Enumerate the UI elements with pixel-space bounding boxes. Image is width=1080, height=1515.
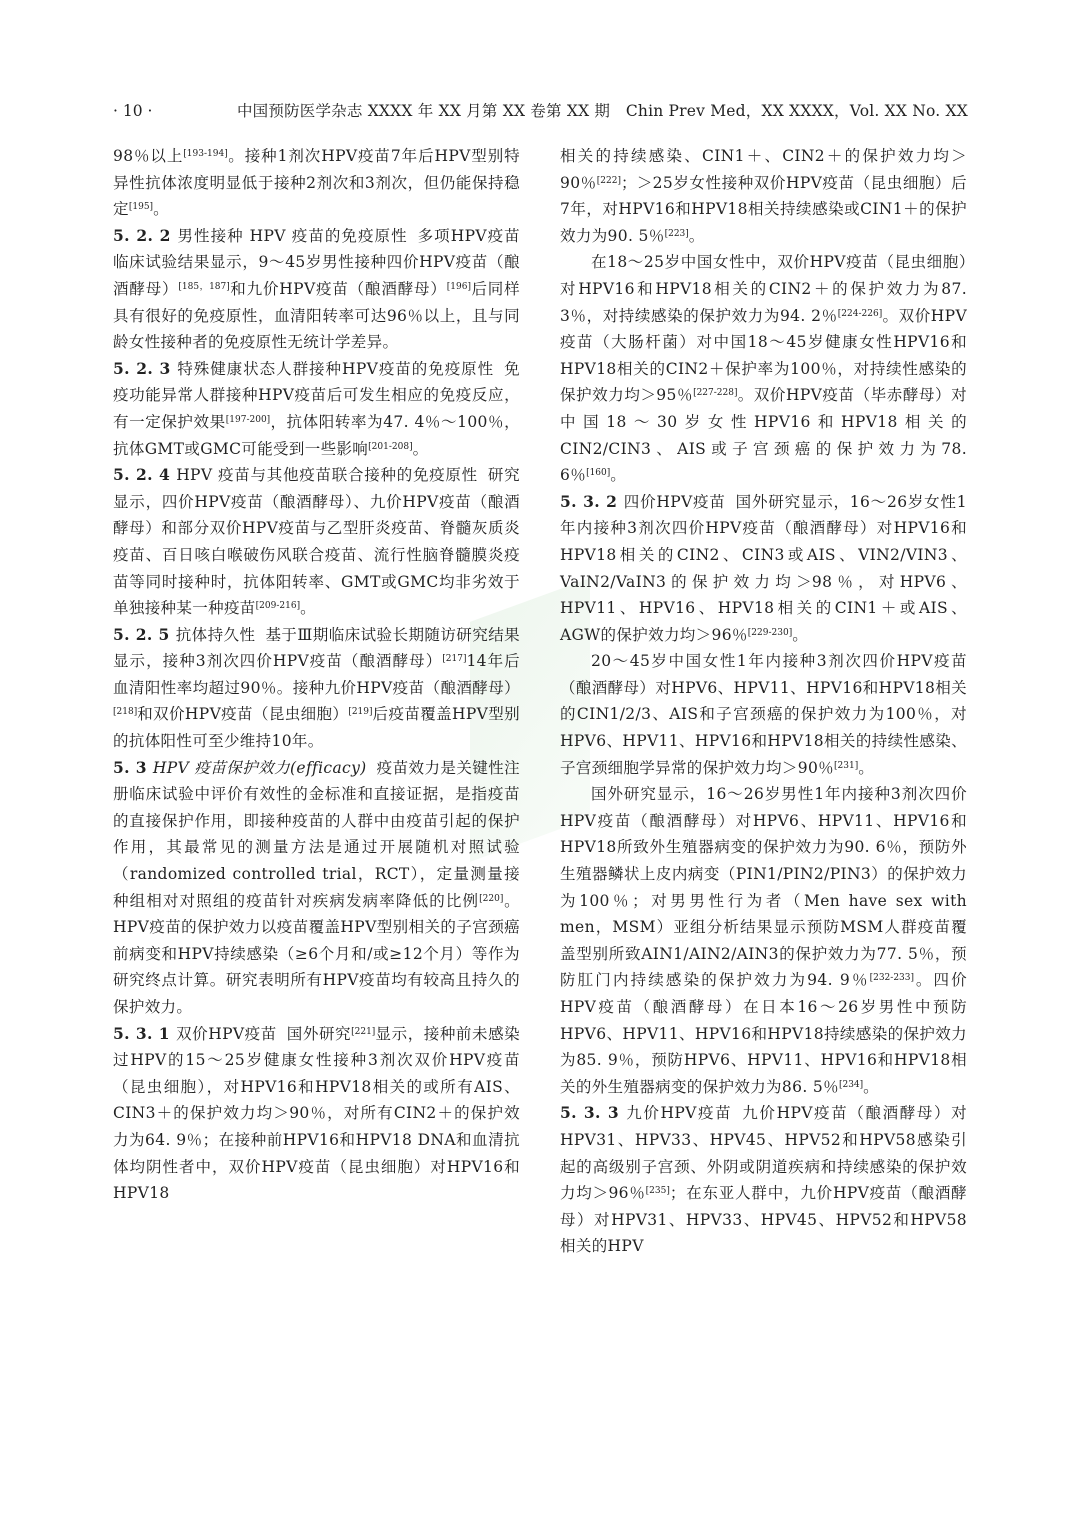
citation: [201-208] [368, 441, 413, 452]
section-5-2-3: 5. 2. 3 特殊健康状态人群接种HPV疫苗的免疫原性 免疫功能异常人群接种HPV疫苗后可发生相应的免疫反应，有一定保护效果[197-200]，抗体阳转率为47. 4％～100％，抗体GMT或GMC可能受到一些影响[201-208]。 [113, 358, 520, 458]
section-title: 四价HPV疫苗 [623, 492, 726, 511]
section-5-3-1: 5. 3. 1 双价HPV疫苗 国外研究[221]显示，接种前未感染过HPV的15～25岁健康女性接种3剂次双价HPV疫苗（昆虫细胞），对HPV16和HPV18相关的或所有AIS、CIN3＋的保护效力均＞90％，对所有CIN2＋的保护效力为64. 9％；在接种前HPV16和HPV18 DNA和血清抗体均阴性者中，双价HPV疫苗（昆虫细胞）对HPV16和HPV18 [113, 1023, 520, 1203]
citation: [220] [479, 893, 504, 904]
paragraph: 相关的持续感染、CIN1＋、CIN2＋的保护效力均＞90％[222]；＞25岁女性接种双价HPV疫苗（昆虫细胞）后7年，对HPV16和HPV18相关持续感染或CIN1＋的保护效力为90. 5％[223]。 [560, 147, 967, 245]
section-number: 5. 2. 5 [113, 624, 170, 644]
section-number: 5. 3. 2 [560, 491, 618, 511]
citation: [209-216] [255, 601, 301, 612]
section-number: 5. 3. 1 [113, 1023, 170, 1043]
section-5-3-3: 5. 3. 3 九价HPV疫苗 九价HPV疫苗（酿酒酵母）对HPV31、HPV33、HPV45、HPV52和HPV58感染引起的高级别子宫颈、外阴或阴道疾病和持续感染的保护效力均＞96％[235]；在东亚人群中，九价HPV疫苗（酿酒酵母）对HPV31、HPV33、HPV45、HPV52和HPV58相关的HPV [560, 1103, 968, 1256]
citation: [196] [446, 281, 471, 292]
citation: [222] [596, 175, 621, 186]
citation: [217] [442, 654, 467, 665]
paragraph: 20～45岁中国女性1年内接种3剂次四价HPV疫苗（酿酒酵母）对HPV6、HPV11、HPV16和HPV18相关的CIN1/2/3、AIS和子宫颈癌的保护效力为100％，对HPV6、HPV11、HPV16和HPV18相关的持续性感染、子宫颈细胞学异常的保护效力均＞90％[231]。 [560, 652, 967, 777]
citation: [221] [351, 1026, 376, 1037]
section-5-2-2: 5. 2. 2 男性接种 HPV 疫苗的免疫原性 多项HPV疫苗临床试验结果显示，9～45岁男性接种四价HPV疫苗（酿酒酵母）[185，187]和九价HPV疫苗（酿酒酵母）[196]后同样具有很好的免疫原性，血清阳转率可达96％以上，且与同龄女性接种者的免疫原性无统计学差异。 [113, 225, 520, 352]
paragraph: 98％以上[193-194]。接种1剂次HPV疫苗7年后HPV型别特异性抗体浓度明显低于接种2剂次和3剂次，但仍能保持稳定[195]。 [113, 147, 520, 219]
section-number: 5. 2. 2 [113, 225, 171, 245]
citation: [232-233] [869, 973, 915, 984]
section-title: 双价HPV疫苗 [175, 1024, 277, 1043]
citation: [224-226] [837, 308, 883, 319]
left-column [113, 143, 520, 1207]
paragraph: 国外研究显示，16～26岁男性1年内接种3剂次四价HPV疫苗（酿酒酵母）对HPV6、HPV11、HPV16和HPV18所致外生殖器病变的保护效力为90. 6％，预防外生殖器鳞状上皮内病变（PIN1/PIN2/PIN3）的保护效力为100％；对男男性行为者（Men have sex with men，MSM）亚组分析结果显示预防MSM人群疫苗覆盖型别所致AIN1/AIN2/AIN3的保护效力为77. 5％，预防肛门内持续感染的保护效力为94. 9％[232-233]。四价HPV疫苗（酿酒酵母）在日本16～26岁男性中预防HPV6、HPV11、HPV16和HPV18持续感染的保护效力为85. 9％，预防HPV6、HPV11、HPV16和HPV18相关的外生殖器病变的保护效力为86. 5％[234]。 [560, 785, 967, 1096]
citation: [185，187] [178, 281, 230, 292]
section-title: 特殊健康状态人群接种HPV疫苗的免疫原性 [176, 359, 495, 378]
section-5-2-4: 5. 2. 4 HPV 疫苗与其他疫苗联合接种的免疫原性 研究显示，四价HPV疫苗（酿酒酵母）、九价HPV疫苗（酿酒酵母）和部分双价HPV疫苗与乙型肝炎疫苗、脊髓灰质炎疫苗、百日咳白喉破伤风联合疫苗、流行性脑脊髓膜炎疫苗等同时接种时，抗体阳转率、GMT或GMC均非劣效于单独接种某一种疫苗[209-216]。 [113, 465, 521, 618]
citation: [231] [834, 760, 859, 771]
section-number: 5. 3 [113, 757, 147, 777]
section-title: 抗体持久性 [175, 625, 256, 644]
journal-running-title: 中国预防医学杂志 XXXX 年 XX 月第 XX 卷第 XX 期 Chin Prev Med，XX XXXX，Vol. XX No. XX [236, 102, 968, 120]
citation: [229-230] [747, 627, 793, 638]
section-5-3-2: 5. 3. 2 四价HPV疫苗 国外研究显示，16～26岁女性1年内接种3剂次四价HPV疫苗（酿酒酵母）对HPV16和HPV18相关的CIN2、CIN3或AIS、VIN2/VIN3、VaIN2/VaIN3的保护效力均＞98％，对HPV6、HPV11、HPV16、HPV18相关的CIN1＋或AIS、AGW的保护效力均＞96％[229-230]。 [560, 491, 968, 644]
citation: [218] [113, 707, 138, 718]
citation: [227-228] [693, 388, 738, 399]
citation: [160] [586, 468, 611, 479]
citation: [223] [664, 228, 689, 239]
citation: [234] [838, 1079, 864, 1090]
citation: [197-200] [225, 414, 271, 425]
section-number: 5. 3. 3 [560, 1103, 619, 1123]
citation: [219] [348, 707, 373, 718]
citation: [195] [128, 202, 154, 213]
page-header [113, 96, 968, 126]
right-column [560, 143, 967, 1260]
citation: [235] [645, 1186, 670, 1197]
section-5-2-5: 5. 2. 5 抗体持久性 基于Ⅲ期临床试验长期随访研究结果显示，接种3剂次四价HPV疫苗（酿酒酵母）[217]14年后血清阳性率均超过90％。接种九价HPV疫苗（酿酒酵母）[218]和双价HPV疫苗（昆虫细胞）[219]后疫苗覆盖HPV型别的抗体阳性可至少维持10年。 [113, 624, 521, 751]
section-title: HPV 疫苗与其他疫苗联合接种的免疫原性 [176, 466, 478, 485]
section-number: 5. 2. 4 [113, 465, 171, 485]
section-title: 九价HPV疫苗 [624, 1104, 733, 1123]
page-number: · 10 · [113, 102, 153, 120]
section-title: 男性接种 HPV 疫苗的免疫原性 [176, 226, 408, 245]
section-number: 5. 2. 3 [113, 358, 171, 378]
citation: [193-194] [183, 149, 228, 159]
section-5-3: 5. 3 HPV 疫苗保护效力(efficacy) 疫苗效力是关键性注册临床试验中评价有效性的金标准和直接证据，是指疫苗的直接保护作用，即接种疫苗的人群中由疫苗引起的保护作用，其最常见的测量方法是通过开展随机对照试验（randomized controlled trial，RCT），定量测量接种组相对对照组的疫苗针对疾病发病率降低的比例[220]。HPV疫苗的保护效力以疫苗覆盖HPV型别相关的子宫颈癌前病变和HPV持续感染（≥6个月和/或≥12个月）等作为研究终点计算。研究表明所有HPV疫苗均有较高且持久的保护效力。 [113, 757, 521, 1016]
section-title: HPV 疫苗保护效力(efficacy) [152, 758, 367, 777]
paragraph: 在18～25岁中国女性中，双价HPV疫苗（昆虫细胞）对HPV16和HPV18相关的CIN2＋的保护效力为87. 3％，对持续感染的保护效力为94. 2％[224-226]。双价HPV疫苗（大肠杆菌）对中国18～45岁健康女性HPV16和HPV18相关的CIN2＋保护率为100％，对持续性感染的保护效力均＞95％[227-228]。双价HPV疫苗（毕赤酵母）对中国18～30岁女性HPV16和HPV18相关的CIN2/CIN3、AIS或子宫颈癌的保护效力为78. 6％[160]。 [560, 253, 967, 485]
